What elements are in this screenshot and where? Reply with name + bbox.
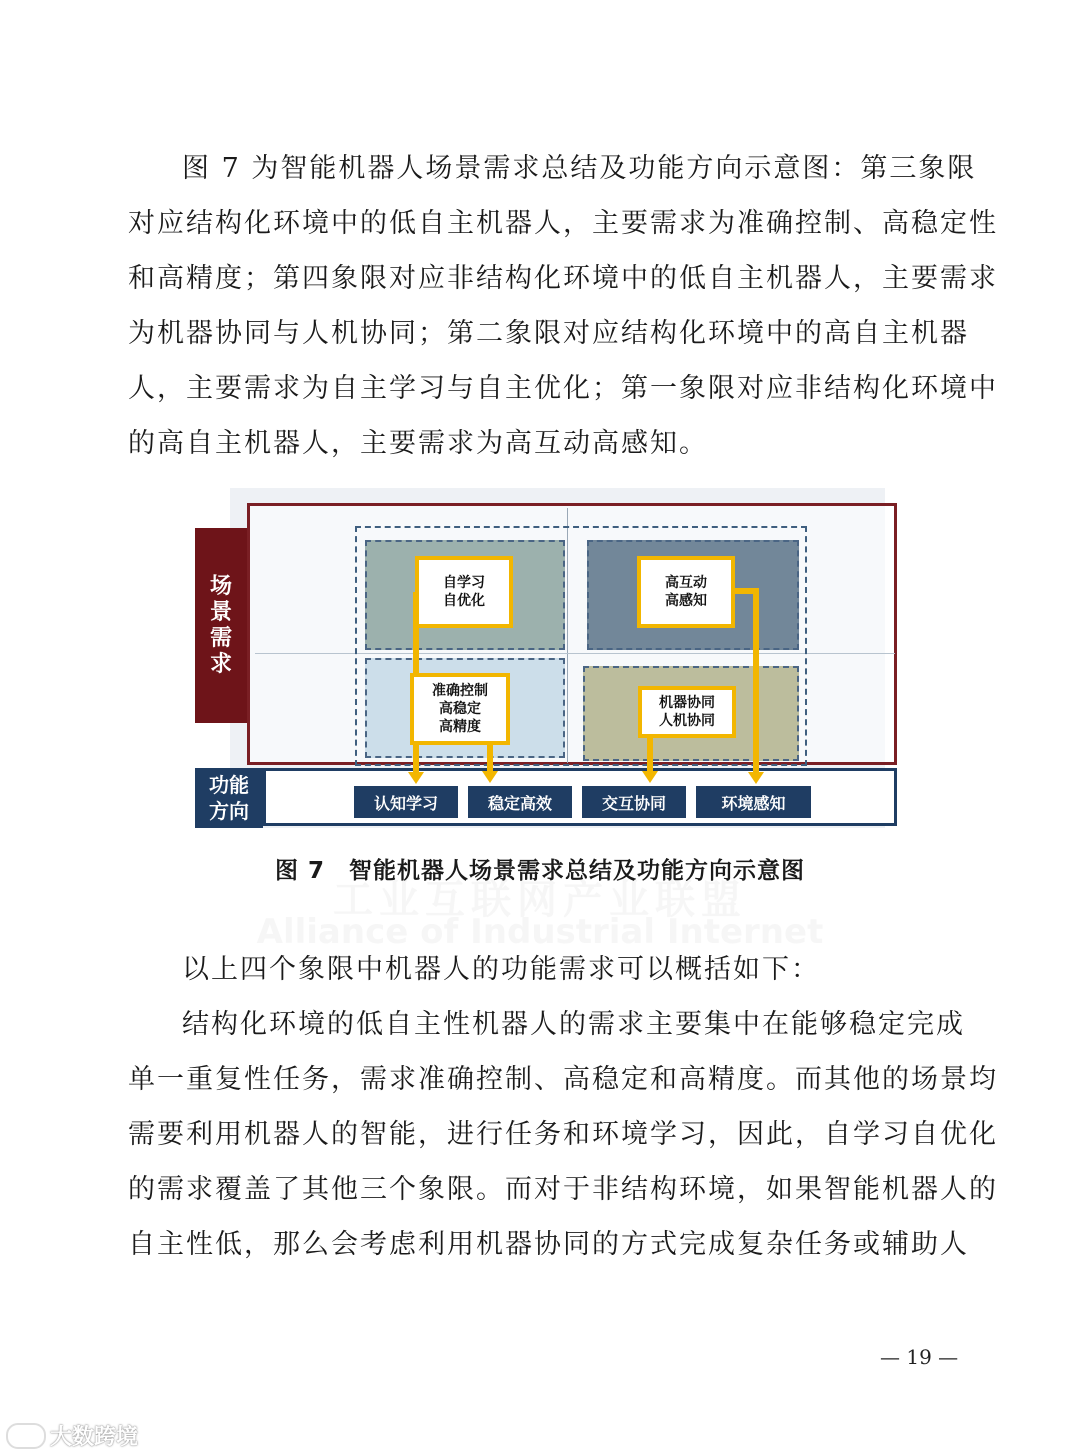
box-text: 自优化 [443, 593, 485, 609]
function-stable-efficient: 稳定高效 [468, 786, 572, 818]
box-text: 高精度 [439, 719, 481, 735]
page-number: — 19 — [880, 1345, 959, 1369]
text-line: 自主性低，那么会考虑利用机器协同的方式完成复杂任务或辅助人 [128, 1229, 969, 1260]
text-line: 人，主要需求为自主学习与自主优化；第一象限对应非结构化环境中 [128, 373, 998, 404]
arrow-head-icon [408, 772, 424, 784]
connector-q3-vertical [487, 745, 493, 771]
collaboration-box [638, 686, 736, 738]
function-direction-text: 功能方向 [209, 773, 249, 823]
box-text: 自学习 [443, 575, 485, 591]
function-environment-perception: 环境感知 [696, 786, 811, 818]
figure-7-diagram [195, 488, 901, 830]
box-text: 高互动 [665, 575, 707, 591]
text-line: 需要利用机器人的智能，进行任务和环境学习，因此，自学习自优化 [128, 1119, 998, 1150]
box-text: 高稳定 [439, 701, 481, 717]
body-paragraph [128, 997, 998, 1272]
box-text: 高感知 [665, 593, 707, 609]
function-direction-label [195, 768, 263, 828]
connector-q4-vertical [647, 738, 653, 771]
brand-logo [6, 1420, 138, 1451]
logo-icon [6, 1423, 46, 1449]
text-line: 结构化环境的低自主性机器人的需求主要集中在能够稳定完成 [182, 1009, 965, 1040]
text-line: 的高自主机器人，主要需求为高互动高感知。 [128, 428, 708, 459]
connector-q1-vertical [753, 588, 759, 772]
watermark-english: Alliance of Industrial Internet [256, 912, 824, 952]
box-text: 人机协同 [659, 713, 715, 729]
text-line: 以上四个象限中机器人的功能需求可以概括如下： [182, 954, 820, 985]
text-line: 和高精度；第四象限对应非结构化环境中的低自主机器人，主要需求 [128, 263, 998, 294]
figure-caption: 图 7 智能机器人场景需求总结及功能方向示意图 [274, 858, 805, 884]
function-interaction-collaboration: 交互协同 [582, 786, 686, 818]
text-line: 为机器协同与人机协同；第二象限对应结构化环境中的高自主机器 [128, 318, 969, 349]
box-text: 准确控制 [432, 683, 488, 699]
arrow-head-icon [748, 772, 764, 784]
self-learning-box [415, 556, 513, 628]
function-cognitive-learning: 认知学习 [354, 786, 458, 818]
text-line: 对应结构化环境中的低自主机器人，主要需求为准确控制、高稳定性 [128, 208, 998, 239]
scene-demand-label [195, 528, 247, 723]
scene-demand-text: 场景需求 [209, 573, 232, 677]
text-line: 的需求覆盖了其他三个象限。而对于非结构环境，如果智能机器人的 [128, 1174, 998, 1205]
summary-intro [128, 942, 958, 997]
text-line: 单一重复性任务，需求准确控制、高稳定和高精度。而其他的场景均 [128, 1064, 998, 1095]
intro-paragraph [128, 141, 998, 471]
high-interaction-box [637, 556, 735, 628]
box-text: 机器协同 [659, 695, 715, 711]
watermark-chinese: 工业互联网产业联盟 [333, 877, 747, 923]
arrow-head-icon [642, 771, 658, 783]
logo-text: 大数跨境 [50, 1425, 139, 1450]
arrow-head-icon [482, 771, 498, 783]
text-line: 图 7 为智能机器人场景需求总结及功能方向示意图：第三象限 [182, 153, 977, 184]
precise-control-box [410, 673, 510, 745]
